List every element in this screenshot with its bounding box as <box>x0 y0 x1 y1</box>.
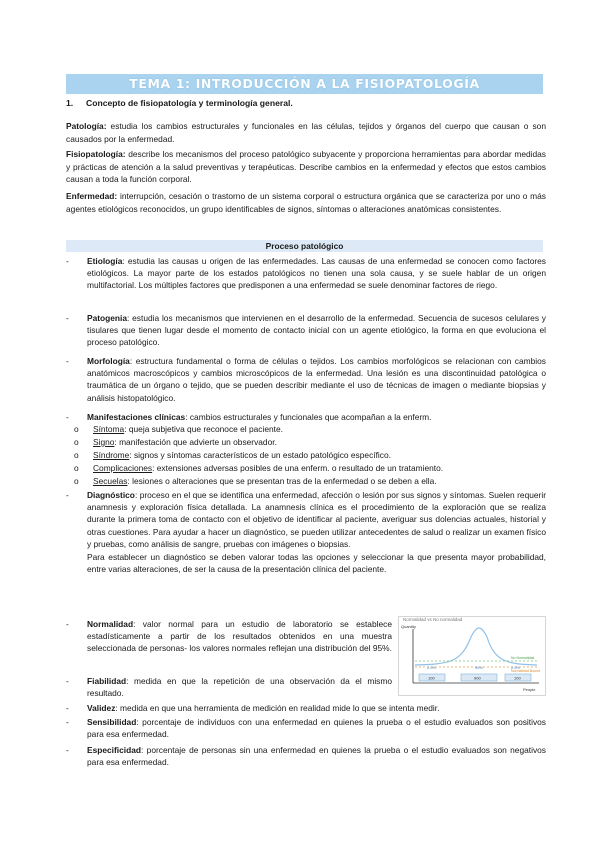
item-text: : estudia los mecanismos que intervienen en el desarrollo de la enfermedad. Secuencia de sucesos celulares y tisulares que tienen lugar desde el momento de contacto inicial con un agente etiológico, la forma en que evoluciona el proceso patológico. <box>87 313 546 348</box>
n-left-label: 100 <box>428 675 435 681</box>
diagnostico-extra: Para establecer un diagnóstico se deben valorar todas las opciones y seleccionar la que presenta mayor probabilidad, entre varias alteraciones, de ser la causa de la presentación clínica del paciente. <box>87 552 546 575</box>
subitem-term: Síntoma <box>93 424 125 434</box>
item-diagnostico <box>66 489 546 575</box>
dash-bullet: - <box>66 619 69 629</box>
subitem-text: : manifestación que advierte un observador. <box>114 437 277 447</box>
dash-bullet: - <box>66 717 69 727</box>
item-etiologia <box>66 255 546 292</box>
item-term: Diagnóstico <box>87 490 135 500</box>
item-normalidad <box>66 618 392 655</box>
x-axis-label: People <box>523 687 536 692</box>
subitem-text: : queja subjetiva que reconoce el paciente. <box>124 424 283 434</box>
item-text: : medida en que una herramienta de medición en realidad mide lo que se intenta medir. <box>115 703 440 713</box>
item-text: : porcentaje de individuos con una enfermedad en quienes la prueba o el estudio evaluados son positivos para esa enfermedad. <box>87 717 546 740</box>
subitem-text: : signos y síntomas característicos de un estado patológico específico. <box>129 450 391 460</box>
definition-text: describe los mecanismos del proceso patológico subyacente y proporciona herramientas para abordar medidas y prácticas de atención a la salud preventivas y terapéuticas. Describe cambios en la enfermedad y efectos que estos cambios causan a toda la función corporal. <box>66 149 546 185</box>
subitem-text: : lesiones o alteraciones que se presentan tras de la enfermedad o se deben a ella. <box>127 476 437 486</box>
dash-bullet: - <box>66 412 69 422</box>
chart-title: Normalidad vs No normalidad <box>403 617 463 622</box>
subitem-complicaciones <box>74 462 544 474</box>
definition-patologia <box>66 120 546 145</box>
item-patogenia <box>66 312 546 349</box>
item-text: : proceso en el que se identifica una enfermedad, afección o lesión por sus signos y síntomas. Suelen requerir anamnesis y exploración física detallada. La anamnesis clínica es el procedimiento de la exploración que se realiza durante la primera toma de contacto con el objetivo de identificar al paciente, averiguar sus dolencias actuales, historial y otras cuestiones. Para ayudar a hacer un diagnóstico, se pueden utilizar antecedentes de salud o realizar un examen físico y pruebas, como análisis de sangre, pruebas con imágenes o biopsias. <box>87 490 546 549</box>
subitem-term: Síndrome <box>93 450 130 460</box>
subitem-sintoma <box>74 423 544 435</box>
item-text: : estructura fundamental o forma de células o tejidos. Los cambios morfológicos se relacionan con cambios anatómicos macroscópicos y cambios microscópicos de la enfermedad. Una lesión es una discontinuidad patológica o traumática de un órgano o tejido, que se pueden describir mediante el uso de técnicas de imagen o mediante biopsias y análisis histopatológico. <box>87 356 546 403</box>
legend-normalidad: Normalidad Bound <box>511 669 540 673</box>
legend-no-normalidad: No Normalidad <box>511 656 535 660</box>
y-axis-label: Quantity <box>401 624 416 629</box>
pct-mid-label: 95% <box>475 665 484 670</box>
item-manifestaciones <box>66 411 546 423</box>
dash-bullet: - <box>66 256 69 266</box>
pct-right-label: 2.5% <box>511 665 521 670</box>
item-term: Patogenia <box>87 313 128 323</box>
item-term: Morfología <box>87 356 130 366</box>
distribution-graphic <box>399 617 545 695</box>
definition-text: estudia los cambios estructurales y funcionales en las células, tejidos y órganos del cuerpo que causan o son causados por la enfermedad. <box>66 121 546 144</box>
item-morfologia <box>66 355 546 404</box>
dash-bullet: - <box>66 356 69 366</box>
item-text: : porcentaje de personas sin una enfermedad en quienes la prueba o el estudio evaluados son negativos para esa enfermedad. <box>87 745 546 768</box>
item-text: : medida en que la repetición de una observación da el mismo resultado. <box>87 676 392 699</box>
definition-fisiopatologia <box>66 148 546 186</box>
circle-bullet: o <box>74 450 79 460</box>
circle-bullet: o <box>74 476 79 486</box>
proceso-heading: Proceso patológico <box>66 240 543 252</box>
item-term: Validez <box>87 703 116 713</box>
circle-bullet: o <box>74 424 79 434</box>
dash-bullet: - <box>66 676 69 686</box>
subitem-term: Signo <box>93 437 115 447</box>
dash-bullet: - <box>66 703 69 713</box>
subitem-term: Complicaciones <box>93 463 153 473</box>
item-sensibilidad <box>66 716 546 740</box>
item-term: Fiabilidad <box>87 676 127 686</box>
dash-bullet: - <box>66 745 69 755</box>
pct-left-label: 2.5% <box>427 665 437 670</box>
subitem-signo <box>74 436 544 448</box>
item-term: Etiología <box>87 256 123 266</box>
title-banner <box>66 74 543 94</box>
n-right-label: 100 <box>514 675 521 681</box>
item-term: Especificidad <box>87 745 141 755</box>
dash-bullet: - <box>66 313 69 323</box>
definition-enfermedad <box>66 190 546 215</box>
item-validez <box>66 702 546 714</box>
item-especificidad <box>66 744 546 768</box>
dash-bullet: - <box>66 490 69 500</box>
circle-bullet: o <box>74 463 79 473</box>
section-label: Concepto de fisiopatología y terminología general. <box>86 98 293 108</box>
definition-text: interrupción, cesación o trastorno de un sistema corporal o estructura orgánica que se caracteriza por uno o más agentes etiológicos reconocidos, un grupo identificables de signos, síntomas o alteraciones anatómicas consistentes. <box>66 191 546 214</box>
section-heading <box>66 98 293 108</box>
normal-distribution-figure <box>398 616 546 696</box>
item-fiabilidad <box>66 675 392 699</box>
definition-term: Fisiopatología: <box>66 149 126 159</box>
circle-bullet: o <box>74 437 79 447</box>
definition-term: Enfermedad: <box>66 191 118 201</box>
item-text: : valor normal para un estudio de laboratorio se establece estadísticamente a partir de los resultados obtenidos en una muestra seleccionada de personas- los valores normales reflejan una distribución del 95%. <box>87 619 392 654</box>
item-text: : cambios estructurales y funcionales que acompañan a la enferm. <box>185 412 432 422</box>
item-term: Manifestaciones clínicas <box>87 412 186 422</box>
subitem-secuelas <box>74 475 544 487</box>
item-term: Sensibilidad <box>87 717 137 727</box>
definition-term: Patología: <box>66 121 107 131</box>
page-title: TEMA 1: INTRODUCCIÓN A LA FISIOPATOLOGÍA <box>129 76 480 91</box>
subitem-sindrome <box>74 449 544 461</box>
item-text: : estudia las causas u origen de las enfermedades. Las causas de una enfermedad se conocen como factores etiológicos. La mayor parte de los estados patológicos no tienen una sola causa, y se suele hablar de un origen multifactorial. Los múltiples factores que predisponen a una enfermedad se suele denominar factores de riego. <box>87 256 546 291</box>
subitem-term: Secuelas <box>93 476 128 486</box>
item-term: Normalidad <box>87 619 134 629</box>
n-mid-label: 900 <box>474 675 481 681</box>
section-number: 1. <box>66 98 74 108</box>
subitem-text: : extensiones adversas posibles de una enferm. o resultado de un tratamiento. <box>152 463 444 473</box>
